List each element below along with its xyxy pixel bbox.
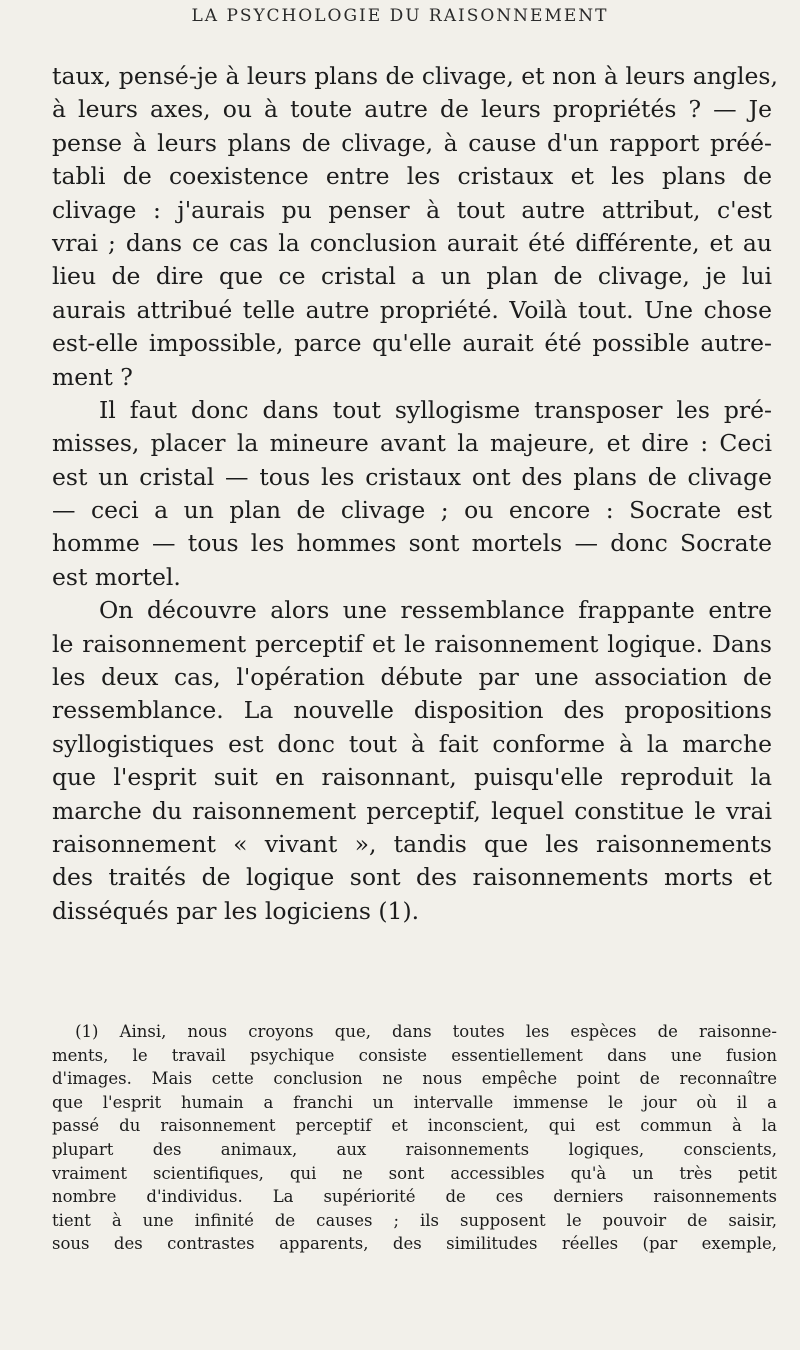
text-line: — ceci a un plan de clivage ; ou encore : Socrate est (52, 496, 772, 525)
footnote-line: d'images. Mais cette conclusion ne nous empêche point de reconnaître (52, 1069, 777, 1089)
text-line: lieu de dire que ce cristal a un plan de clivage, je lui (52, 262, 772, 291)
text-line: les deux cas, l'opération débute par une association de (52, 663, 772, 692)
text-line: syllogistiques est donc tout à fait conforme à la marche (52, 729, 772, 758)
footnote-line: ments, le travail psychique consiste essentiellement dans une fusion (52, 1045, 777, 1065)
text-line: raisonnement « vivant », tandis que les raisonnements (52, 829, 772, 858)
text-line: le raisonnement perceptif et le raisonnement logique. Dans (52, 629, 772, 658)
text-line: taux, pensé-je à leurs plans de clivage, et non à leurs angles, (52, 62, 778, 90)
text-line: des traités de logique sont des raisonnements morts et (52, 863, 772, 892)
footnote-line: vraiment scientifiques, qui ne sont accessibles qu'à un très petit (52, 1163, 777, 1183)
footnote-line: tient à une infinité de causes ; ils supposent le pouvoir de saisir, (52, 1210, 777, 1230)
footnote-line: passé du raisonnement perceptif et inconscient, qui est commun à la (52, 1116, 777, 1136)
text-line: marche du raisonnement perceptif, lequel constitue le vrai (52, 796, 772, 825)
text-line: vrai ; dans ce cas la conclusion aurait été différente, et au (52, 228, 772, 257)
text-line: clivage : j'aurais pu penser à tout autre attribut, c'est (52, 195, 772, 224)
footnote-line: sous des contrastes apparents, des similitudes réelles (par exemple, (52, 1234, 777, 1254)
footnote-line: nombre d'individus. La supériorité de ces derniers raisonnements (52, 1187, 777, 1207)
text-line: homme — tous les hommes sont mortels — donc Socrate (52, 529, 772, 558)
text-line: est mortel. (52, 562, 181, 591)
footnote-line: (1) Ainsi, nous croyons que, dans toutes les espèces de raisonne- (75, 1022, 777, 1041)
footnote (52, 1020, 777, 1256)
text-line: pense à leurs plans de clivage, à cause d'un rapport préé- (52, 128, 772, 157)
text-line: Il faut donc dans tout syllogisme transposer les pré- (99, 395, 772, 424)
text-line: disséqués par les logiciens (1). (52, 896, 420, 925)
text-line: tabli de coexistence entre les cristaux et les plans de (52, 162, 772, 191)
text-line: que l'esprit suit en raisonnant, puisqu'elle reproduit la (52, 763, 772, 792)
footnote-line: que l'esprit humain a franchi un intervalle immense le jour où il a (52, 1092, 777, 1112)
text-line: ment ? (52, 362, 133, 391)
text-line: aurais attribué telle autre propriété. Voilà tout. Une chose (52, 295, 772, 324)
running-head: LA PSYCHOLOGIE DU RAISONNEMENT (191, 6, 609, 26)
text-line: misses, placer la mineure avant la majeure, et dire : Ceci (52, 429, 772, 458)
body-text (52, 60, 778, 928)
footnote-line: plupart des animaux, aux raisonnements logiques, conscients, (52, 1139, 777, 1159)
text-line: ressemblance. La nouvelle disposition des propositions (52, 696, 772, 725)
text-line: à leurs axes, ou à toute autre de leurs propriétés ? — Je (52, 95, 772, 124)
text-line: On découvre alors une ressemblance frappante entre (99, 596, 772, 625)
text-line: est-elle impossible, parce qu'elle aurait été possible autre- (52, 329, 772, 358)
text-line: est un cristal — tous les cristaux ont des plans de clivage (52, 462, 772, 491)
